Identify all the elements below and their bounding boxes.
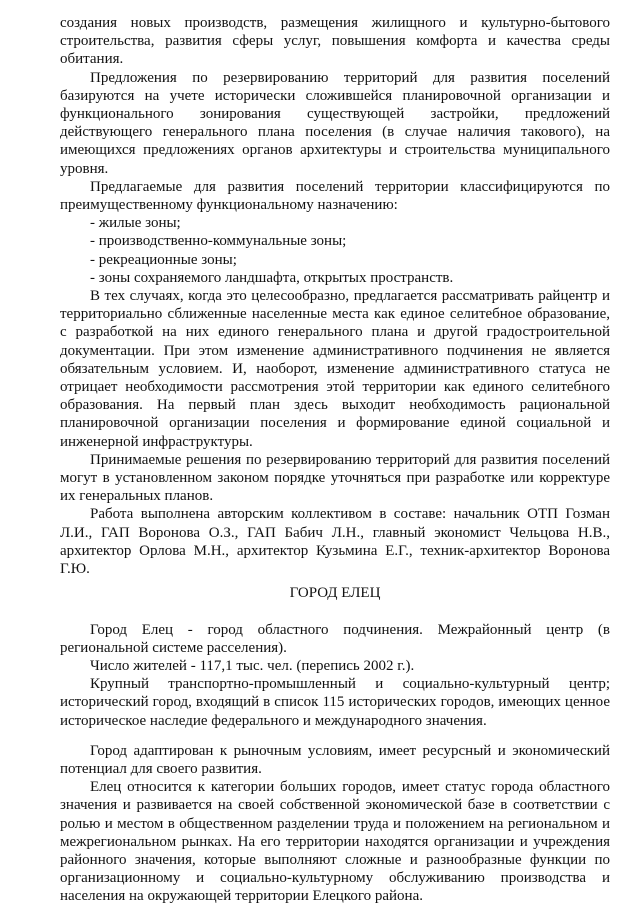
- paragraph: Город Елец - город областного подчинения. Межрайонный центр (в региональной системе расселения).: [60, 621, 610, 656]
- paragraph: Число жителей - 117,1 тыс. чел. (перепись 2002 г.).: [90, 657, 415, 674]
- paragraph: Предложения по резервированию территорий для развития поселений базируются на учете исторически сложившейся планировочной организации и функционального зонирования существующей застройки, предложений действующего генерального плана поселения (в случае наличия такового), на имеющихся предложениях органов архитектуры и строительства муниципального уровня.: [60, 69, 610, 177]
- paragraph: Крупный транспортно-промышленный и социально-культурный центр; исторический город, входящий в список 115 исторических городов, имеющих ценное историческое наследие федерального и международного значения.: [60, 676, 610, 729]
- list-item: - производственно-коммунальные зоны;: [90, 233, 347, 250]
- paragraph: Принимаемые решения по резервированию территорий для развития поселений могут в установленном законом порядке уточняться при разработке или корректуре их генеральных планов.: [60, 451, 610, 505]
- list-item: - зоны сохраняемого ландшафта, открытых пространств.: [90, 269, 454, 286]
- paragraph: создания новых производств, размещения жилищного и культурно-бытового строительства, развития сферы услуг, повышения комфорта и качества среды обитания.: [60, 15, 610, 68]
- list-item: - жилые зоны;: [90, 215, 181, 232]
- paragraph: Предлагаемые для развития поселений территории классифицируются по преимущественному функциональному назначению:: [60, 178, 610, 214]
- paragraph: Город адаптирован к рыночным условиям, имеет ресурсный и экономический потенциал для своего развития.: [60, 742, 610, 777]
- section-heading: ГОРОД ЕЛЕЦ: [289, 585, 381, 602]
- paragraph: Работа выполнена авторским коллективом в составе: начальник ОТП Гозман Л.И., ГАП Воронова О.З., ГАП Бабич Л.Н., главный экономист Чельцова Н.В., архитектор Орлова М.Н., архитектор Кузьмина Е.Г., техник-архитектор Воронова Г.Ю.: [60, 506, 610, 578]
- list-item: - рекреационные зоны;: [90, 251, 237, 268]
- document-page: [60, 14, 610, 906]
- paragraph: В тех случаях, когда это целесообразно, предлагается рассматривать райцентр и территориально сближенные населенные места как единое селитебное образование, с разработкой на них единого генерального плана и другой градостроительной документации. При этом изменение административного подчинения не является обязательным условием. И, наоборот, изменение административного статуса не отрицает необходимости рассмотрения этой территории как единого селитебного образования. На первый план здесь выходит необходимость рациональной планировочной организации поселения и формирование единой социальной и инженерной инфраструктуры.: [60, 288, 610, 450]
- paragraph: Елец относится к категории больших городов, имеет статус города областного значения и развивается на своей собственной экономической базе в соответствии с ролью и местом в общественном разделении труда и положением на региональном и межрегиональном рынках. На его территории находятся организации и учреждения районного значения, которые выполняют сложные и разнообразные функции по организационному и социально-культурному обслуживанию производства и населения на окружающей территории Елецкого района.: [60, 779, 610, 905]
